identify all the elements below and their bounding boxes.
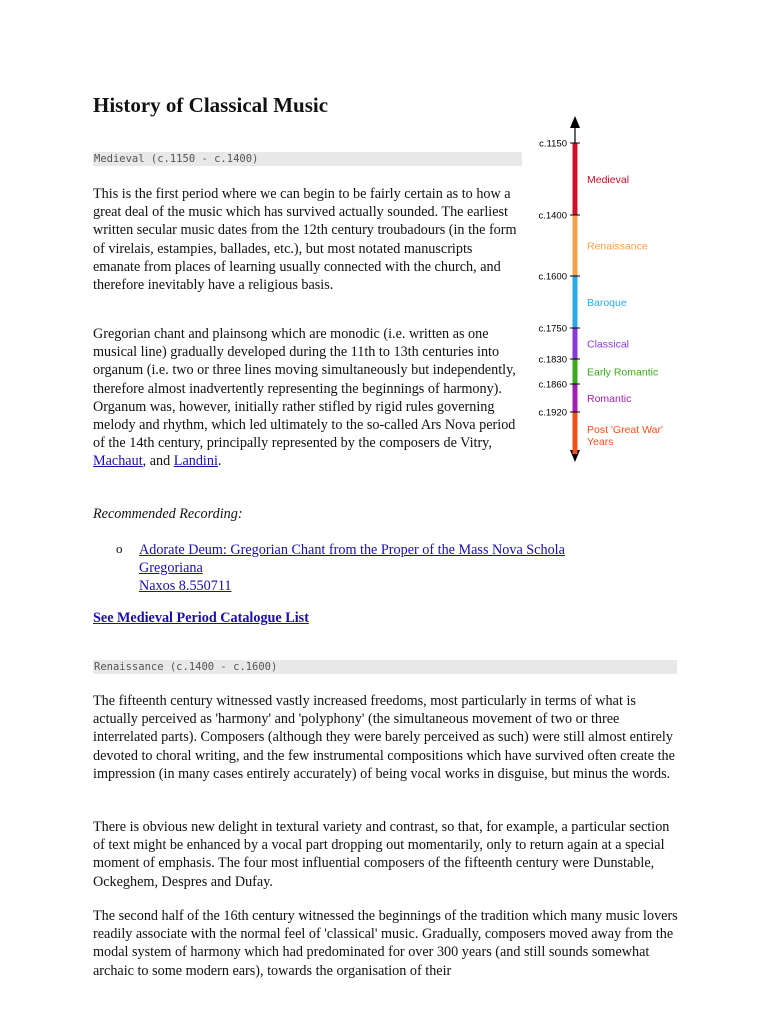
recording-link[interactable] [139, 542, 565, 594]
period-segment-2 [573, 276, 578, 328]
renaissance-paragraph-1: The fifteenth century witnessed vastly increased freedoms, most particularly in terms of what is actually perceived as 'harmony' and 'polyphony' (the simultaneous movement of two or three interrelated parts). Composers (although they were barely perceived as such) were still almost entirely devoted to choral writing, and the few instrumental compositions which have survived often create the impression (in many cases entirely accurately) of being vocal works in disguise, but minus the words. [93, 693, 675, 782]
medieval-catalogue-link[interactable]: See Medieval Period Catalogue List [93, 610, 309, 626]
medieval-paragraph-2 [93, 325, 521, 471]
date-label-3: c.1750 [538, 323, 567, 335]
date-label-2: c.1600 [538, 271, 567, 283]
period-label-4: Early Romantic [587, 366, 659, 379]
period-label-2: Baroque [587, 297, 627, 309]
recommended-recording-item [139, 541, 619, 596]
list-bullet: o [116, 541, 123, 556]
date-label-6: c.1920 [538, 407, 567, 419]
date-label-0: c.1150 [539, 138, 567, 150]
page-title: History of Classical Music [93, 93, 329, 117]
date-label-1: c.1400 [538, 210, 567, 222]
end-text: . [217, 453, 222, 470]
machaut-link[interactable]: Machaut [93, 453, 143, 470]
renaissance-paragraph-3: The second half of the 16th century witnessed the beginnings of the tradition which many music lovers readily associate with the normal feel of 'classical' music. Gradually, composers moved away from the modal system of harmony which had predominated for over 300 years (and still sounds somewhat archaic to some modern ears), towards the organisation of their [93, 908, 678, 979]
section-header-medieval: Medieval (c.1150 - c.1400) [93, 152, 522, 166]
medieval-paragraph-2-text: Gregorian chant and plainsong which are monodic (i.e. written as one musical line) gradually developed during the 11th to 13th centuries into organum (i.e. two or three lines moving simultaneously but independently, therefore almost inadvertently representing the beginnings of harmony). Organum was, however, initially rather stifled by rigid rules governing melody and rhythm, which led ultimately to the so-called Ars Nova period of the 14th century, principally represented by the composers de Vitry, [93, 326, 516, 452]
period-segment-5 [573, 384, 578, 412]
section-header-renaissance: Renaissance (c.1400 - c.1600) [93, 660, 677, 674]
medieval-paragraph-1: This is the first period where we can begin to be fairly certain as to how a great deal of the music which has survived actually sounded. The earliest written secular music dates from the 12th century troubadours (in the form of virelais, estampies, ballades, etc.), but most notated manuscripts emanate from places of learning usually connected with the church, and therefore inevitably have a religious basis. [93, 186, 517, 294]
date-label-4: c.1830 [538, 354, 567, 366]
period-segment-1 [573, 215, 578, 276]
period-label-3: Classical [587, 338, 630, 351]
renaissance-paragraph-2: There is obvious new delight in textural variety and contrast, so that, for example, a particular section of text might be enhanced by a vocal part dropping out momentarily, only to return again at a special moment of emphasis. The four most influential composers of the fifteenth century were Dunstable, Ockeghem, Despres and Dufay. [93, 819, 670, 890]
timeline-diagram [525, 112, 695, 472]
period-segment-0 [573, 143, 578, 215]
and-text: , and [142, 453, 174, 470]
period-label-6-line2: Years [587, 436, 614, 448]
period-label-6: Post 'Great War' [587, 424, 663, 436]
recording-label: Naxos 8.550711 [139, 578, 232, 595]
recording-title: Adorate Deum: Gregorian Chant from the Proper of the Mass Nova Schola Gregoriana [139, 542, 565, 577]
landini-link[interactable]: Landini [173, 453, 218, 470]
recommended-recording-label: Recommended Recording: [93, 506, 243, 522]
period-label-0: Medieval [587, 174, 630, 186]
timeline-arrow-top [570, 116, 580, 128]
period-segment-3 [573, 328, 578, 359]
period-segment-4 [573, 359, 578, 384]
date-label-5: c.1860 [538, 379, 567, 391]
period-label-1: Renaissance [587, 240, 648, 253]
period-label-5: Romantic [587, 393, 632, 405]
period-segment-6 [573, 412, 578, 454]
